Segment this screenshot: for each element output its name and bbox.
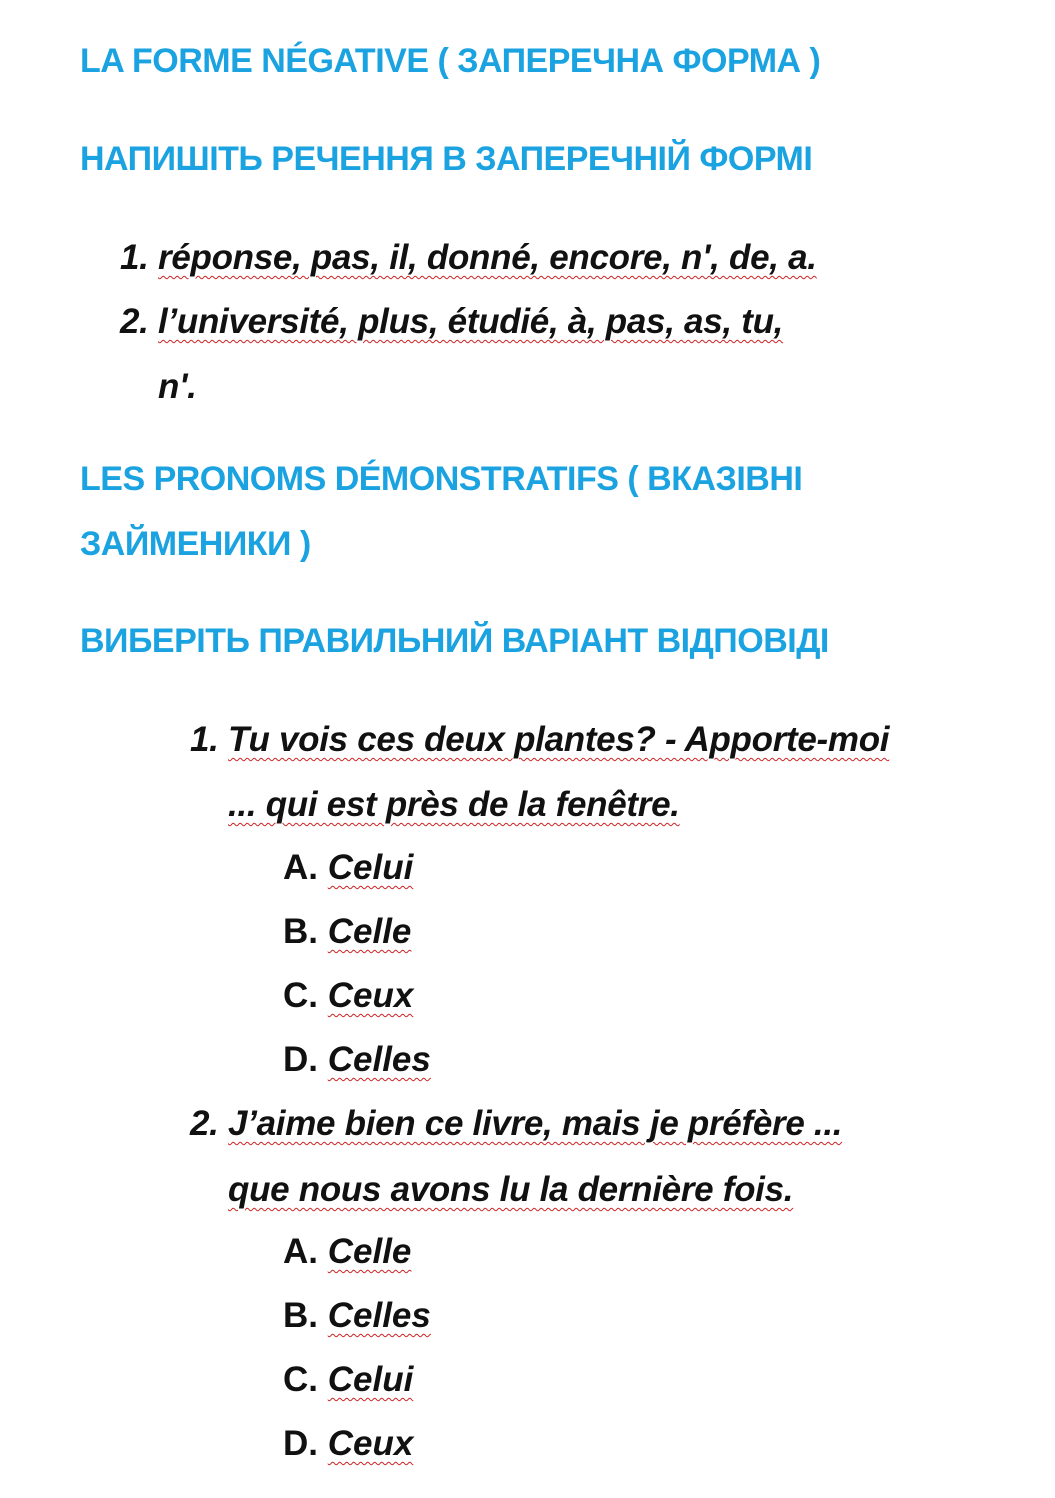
option-word: Celui [327, 1360, 414, 1399]
option-letter: B. [283, 912, 318, 951]
option-word: Celles [327, 1040, 431, 1079]
question-text-line1: Tu vois ces deux plantes? - Apporte-moi [228, 720, 890, 759]
q2-option-c[interactable] [283, 1360, 413, 1400]
option-letter: C. [283, 976, 318, 1015]
negative-exercise-2 [120, 302, 783, 342]
pronouns-section-title-line2: ЗАЙМЕНИКИ ) [80, 525, 311, 563]
option-word: Ceux [327, 976, 414, 1015]
question-text-line1: J’aime bien ce livre, mais je préfère ... [228, 1104, 843, 1143]
question-text-line2: que nous avons lu la dernière fois. [228, 1170, 794, 1209]
question-text-line2: ... qui est près de la fenêtre. [228, 785, 680, 824]
negative-exercise-2-continuation: n'. [158, 367, 197, 406]
exercise-text: l’université, plus, étudié, à, pas, as, tu, [158, 302, 784, 341]
option-word: Celle [327, 1232, 412, 1271]
q1-option-c[interactable] [283, 976, 413, 1016]
q2-option-a[interactable] [283, 1232, 411, 1272]
exercise-text: réponse, pas, il, donné, encore, n', de, a. [158, 238, 817, 277]
option-letter: A. [283, 848, 318, 887]
option-word: Celle [327, 912, 412, 951]
option-word: Celles [327, 1296, 431, 1335]
pronouns-section-title-line1: LES PRONOMS DÉMONSTRATIFS ( ВКАЗІВНІ [80, 460, 803, 498]
option-letter: D. [283, 1040, 318, 1079]
negative-section-title: LA FORME NÉGATIVE ( ЗАПЕРЕЧНА ФОРМА ) [80, 42, 821, 80]
q1-option-b[interactable] [283, 912, 411, 952]
option-word: Ceux [327, 1424, 414, 1463]
negative-exercise-1 [120, 238, 817, 278]
q1-option-d[interactable] [283, 1040, 431, 1080]
question-2-line2 [228, 1170, 793, 1210]
q1-option-a[interactable] [283, 848, 413, 888]
negative-instruction: НАПИШІТЬ РЕЧЕННЯ В ЗАПЕРЕЧНІЙ ФОРМІ [80, 140, 813, 178]
q2-option-b[interactable] [283, 1296, 431, 1336]
question-1 [190, 720, 889, 760]
option-letter: A. [283, 1232, 318, 1271]
pronouns-instruction: ВИБЕРІТЬ ПРАВИЛЬНИЙ ВАРІАНТ ВІДПОВІДІ [80, 622, 829, 660]
question-1-line2 [228, 785, 680, 825]
question-2 [190, 1104, 842, 1144]
q2-option-d[interactable] [283, 1424, 413, 1464]
exercise-number: 2. [120, 302, 149, 341]
question-number: 2. [190, 1104, 219, 1143]
option-word: Celui [327, 848, 414, 887]
option-letter: C. [283, 1360, 318, 1399]
question-number: 1. [190, 720, 219, 759]
option-letter: B. [283, 1296, 318, 1335]
option-letter: D. [283, 1424, 318, 1463]
exercise-number: 1. [120, 238, 149, 277]
